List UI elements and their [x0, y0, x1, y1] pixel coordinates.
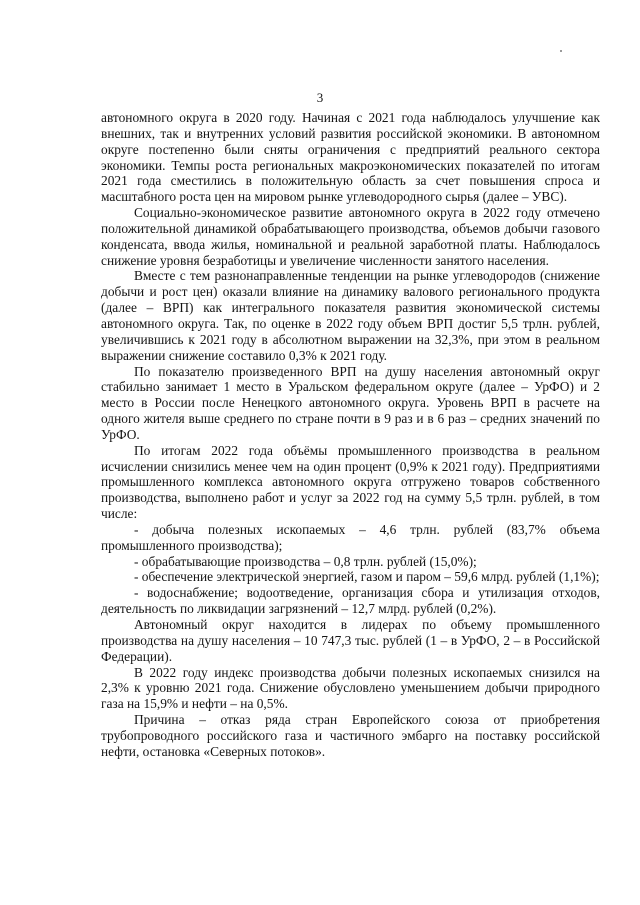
paragraph-industrial-output: По итогам 2022 года объёмы промышленного производства в реальном исчислении снизились менее чем на один процент (0,9% к 2021 году). Предприятиями промышленного комплекса автономного округа отгружено товаров собственного производства, выполнено работ и услуг за 2022 год на сумму 5,5 трлн. рублей, в том числе: — [101, 442, 600, 522]
page-number: 3 — [316, 90, 324, 105]
paragraph-socioeconomic-development: Социально-экономическое развитие автономного округа в 2022 году отмечено положительной динамикой обрабатывающего производства, объемов добычи газового конденсата, ввода жилья, номинальной и реальной заработной платы. Наблюдалось снижение уровня безработицы и увеличение численности занятого населения. — [101, 205, 600, 268]
list-item-water-supply: - водоснабжение; водоотведение, организация сбора и утилизация отходов, деятельность по ликвидации загрязнений – 12,7 млрд. рублей (0,2%). — [101, 585, 600, 617]
paragraph-industrial-leadership: Автономный округ находится в лидерах по объему промышленного производства на душу населения – 10 747,3 тыс. рублей (1 – в УрФО, 2 – в Российской Федерации). — [101, 617, 600, 664]
paragraph-continuation: автономного округа в 2020 году. Начиная с 2021 года наблюдалось улучшение как внешних, так и внутренних условий развития российской экономики. В автономном округе постепенно были сняты ограничения с предприятий реального сектора экономики. Темпы роста региональных макроэкономических показателей по итогам 2021 года сместились в положительную область за счет повышения спроса и масштабного роста цен на мировом рынке углеводородного сырья (далее – УВС). — [101, 110, 600, 205]
paragraph-reason: Причина – отказ ряда стран Европейского союза от приобретения трубопроводного российского газа и частичного эмбарго на поставку российской нефти, остановка «Северных потоков». — [101, 712, 600, 759]
list-item-mining: - добыча полезных ископаемых – 4,6 трлн. рублей (83,7% объема промышленного производства); — [101, 521, 600, 553]
scan-speck — [560, 50, 562, 52]
paragraph-grp-dynamics: Вместе с тем разнонаправленные тенденции на рынке углеводородов (снижение добычи и рост цен) оказали влияние на динамику валового регионального продукта (далее – ВРП) как интегрального показателя развития экономической системы автономного округа. Так, по оценке в 2022 году объем ВРП достиг 5,5 трлн. рублей, увеличившись к 2021 году в абсолютном выражении на 32,3%, при этом в реальном выражении снижение составило 0,3% к 2021 году. — [101, 268, 600, 363]
document-body — [101, 110, 600, 760]
list-item-manufacturing: - обрабатывающие производства – 0,8 трлн. рублей (15,0%); — [134, 553, 477, 569]
paragraph-grp-per-capita: По показателю произведенного ВРП на душу населения автономный округ стабильно занимает 1 место в Уральском федеральном округе (далее – УрФО) и 2 место в России после Ненецкого автономного округа. Уровень ВРП в расчете на одного жителя выше среднего по стране почти в 9 раз и в 6 раз – средних значений по УрФО. — [101, 363, 600, 442]
paragraph-mining-index: В 2022 году индекс производства добычи полезных ископаемых снизился на 2,3% к уровню 2021 года. Снижение обусловлено уменьшением добычи природного газа на 15,9% и нефти – на 0,5%. — [101, 664, 600, 712]
list-item-energy-supply: - обеспечение электрической энергией, газом и паром – 59,6 млрд. рублей (1,1%); — [134, 569, 600, 585]
